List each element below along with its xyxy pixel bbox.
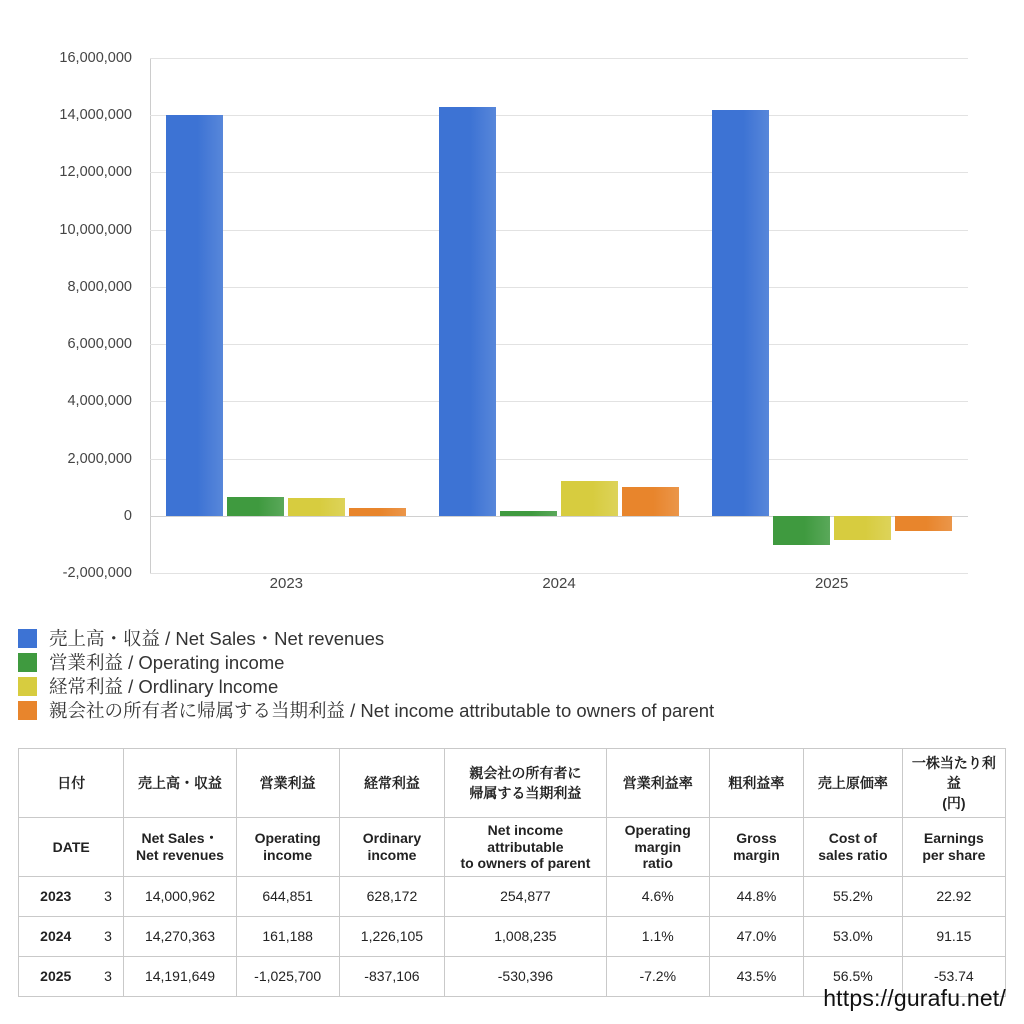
th-en-eps: Earnings per share bbox=[902, 818, 1005, 877]
legend-swatch-icon bbox=[18, 701, 37, 720]
td-gross-margin: 47.0% bbox=[709, 916, 803, 956]
y-tick-label: 8,000,000 bbox=[67, 278, 132, 295]
legend-item bbox=[18, 650, 1008, 674]
legend-swatch-icon bbox=[18, 677, 37, 696]
bar bbox=[227, 497, 284, 515]
legend-label: 売上高・収益 / Net Sales・Net revenues bbox=[49, 628, 385, 649]
y-tick-label: 4,000,000 bbox=[67, 393, 132, 410]
td-ordinary-income: 628,172 bbox=[339, 876, 444, 916]
td-eps: -53.74 bbox=[902, 956, 1005, 996]
td-gross-margin: 43.5% bbox=[709, 956, 803, 996]
y-tick-label: 16,000,000 bbox=[59, 50, 132, 66]
y-tick-label: 12,000,000 bbox=[59, 164, 132, 181]
legend-label: 親会社の所有者に帰属する当期利益 / Net income attributable to owners of parent bbox=[49, 700, 715, 721]
grid-line bbox=[150, 573, 968, 574]
bar bbox=[895, 516, 952, 531]
th-jp-net-sales: 売上高・収益 bbox=[124, 749, 236, 818]
plot-area bbox=[150, 58, 968, 573]
td-operating-margin: 4.6% bbox=[606, 876, 709, 916]
x-tick-label: 2023 bbox=[269, 575, 304, 592]
td-operating-income: 161,188 bbox=[236, 916, 339, 956]
financial-table-wrap bbox=[18, 748, 1006, 997]
th-en-operating-margin: Operating margin ratio bbox=[606, 818, 709, 877]
legend-item bbox=[18, 698, 1008, 722]
bars-layer bbox=[150, 58, 968, 573]
td-operating-margin: 1.1% bbox=[606, 916, 709, 956]
td-operating-income: 644,851 bbox=[236, 876, 339, 916]
td-net-sales: 14,270,363 bbox=[124, 916, 236, 956]
legend-swatch-icon bbox=[18, 629, 37, 648]
th-jp-date: 日付 bbox=[19, 749, 124, 818]
y-tick-label: 14,000,000 bbox=[59, 107, 132, 124]
y-tick-label: -2,000,000 bbox=[62, 565, 132, 581]
td-month: 3 bbox=[93, 956, 124, 996]
th-jp-net-income: 親会社の所有者に 帰属する当期利益 bbox=[445, 749, 607, 818]
legend-item bbox=[18, 626, 1008, 650]
th-en-net-sales: Net Sales・ Net revenues bbox=[124, 818, 236, 877]
table-header-jp bbox=[19, 749, 1006, 818]
legend-item bbox=[18, 674, 1008, 698]
th-jp-ordinary-income: 経常利益 bbox=[339, 749, 444, 818]
th-en-date: DATE bbox=[19, 818, 124, 877]
th-jp-operating-income: 営業利益 bbox=[236, 749, 339, 818]
th-en-ordinary-income: Ordinary income bbox=[339, 818, 444, 877]
th-en-cost-ratio: Cost of sales ratio bbox=[804, 818, 903, 877]
td-gross-margin: 44.8% bbox=[709, 876, 803, 916]
td-net-income: 254,877 bbox=[445, 876, 607, 916]
y-tick-label: 2,000,000 bbox=[67, 450, 132, 467]
bar bbox=[500, 511, 557, 516]
bar bbox=[622, 487, 679, 516]
td-ordinary-income: -837,106 bbox=[339, 956, 444, 996]
td-eps: 22.92 bbox=[902, 876, 1005, 916]
td-net-income: -530,396 bbox=[445, 956, 607, 996]
x-axis-tick-labels bbox=[150, 575, 968, 605]
bar bbox=[561, 481, 618, 516]
legend-swatch-icon bbox=[18, 653, 37, 672]
th-en-net-income: Net income attributable to owners of parent bbox=[445, 818, 607, 877]
financial-table bbox=[18, 748, 1006, 997]
bar bbox=[439, 107, 496, 515]
th-jp-eps: 一株当たり利益 (円) bbox=[902, 749, 1005, 818]
td-eps: 91.15 bbox=[902, 916, 1005, 956]
x-tick-label: 2025 bbox=[814, 575, 849, 592]
td-year: 2023 bbox=[19, 876, 93, 916]
th-en-operating-income: Operating income bbox=[236, 818, 339, 877]
td-operating-income: -1,025,700 bbox=[236, 956, 339, 996]
bar bbox=[834, 516, 891, 540]
td-cost-ratio: 55.2% bbox=[804, 876, 903, 916]
table-row bbox=[19, 916, 1006, 956]
td-month: 3 bbox=[93, 876, 124, 916]
site-url: https://gurafu.net/ bbox=[823, 985, 1006, 1011]
td-net-income: 1,008,235 bbox=[445, 916, 607, 956]
td-month: 3 bbox=[93, 916, 124, 956]
td-ordinary-income: 1,226,105 bbox=[339, 916, 444, 956]
th-jp-gross-margin: 粗利益率 bbox=[709, 749, 803, 818]
td-net-sales: 14,000,962 bbox=[124, 876, 236, 916]
chart-legend bbox=[18, 626, 1008, 722]
td-operating-margin: -7.2% bbox=[606, 956, 709, 996]
x-tick-label: 2024 bbox=[542, 575, 576, 592]
table-body bbox=[19, 876, 1006, 996]
th-jp-cost-ratio: 売上原価率 bbox=[804, 749, 903, 818]
bar bbox=[773, 516, 830, 545]
table-header-en bbox=[19, 818, 1006, 877]
legend-label: 経常利益 / Ordlinary lncome bbox=[49, 676, 279, 697]
bar bbox=[166, 115, 223, 516]
y-tick-label: 6,000,000 bbox=[67, 336, 132, 353]
legend-label: 営業利益 / Operating income bbox=[49, 652, 285, 673]
bar bbox=[712, 110, 769, 516]
table-row bbox=[19, 876, 1006, 916]
bar bbox=[288, 498, 345, 516]
td-net-sales: 14,191,649 bbox=[124, 956, 236, 996]
y-tick-label: 0 bbox=[123, 507, 132, 524]
y-axis-tick-labels bbox=[0, 50, 140, 581]
td-cost-ratio: 56.5% bbox=[804, 956, 903, 996]
y-tick-label: 10,000,000 bbox=[59, 221, 132, 238]
bar bbox=[349, 508, 406, 515]
th-jp-operating-margin: 営業利益率 bbox=[606, 749, 709, 818]
td-cost-ratio: 53.0% bbox=[804, 916, 903, 956]
th-en-gross-margin: Gross margin bbox=[709, 818, 803, 877]
td-year: 2025 bbox=[19, 956, 93, 996]
td-year: 2024 bbox=[19, 916, 93, 956]
